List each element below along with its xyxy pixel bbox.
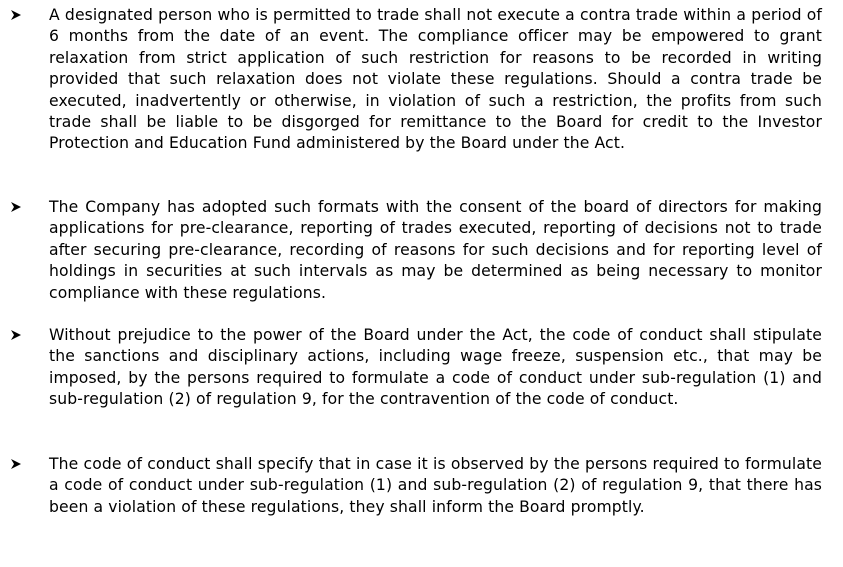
paragraph-sanctions: Without prejudice to the power of the Board under the Act, the code of conduct shall stipulate the sanctions and disciplinary actions, including wage freeze, suspension etc., that may be imposed, by the persons required to formulate a code of conduct under sub-regulation (1) and sub-regulation (2) of regulation 9, for the contravention of the code of conduct. — [49, 326, 822, 409]
arrowhead-bullet-icon — [10, 8, 22, 22]
arrowhead-bullet-icon — [10, 200, 22, 214]
arrowhead-bullet-icon — [10, 457, 22, 471]
arrowhead-bullet-icon — [10, 328, 22, 342]
paragraph-violation-report: The code of conduct shall specify that in case it is observed by the persons required to formulate a code of conduct under sub-regulation (1) and sub-regulation (2) of regulation 9, that there has been a violation of these regulations, they shall inform the Board promptly. — [49, 455, 822, 516]
paragraph-contra-trade: A designated person who is permitted to trade shall not execute a contra trade within a period of 6 months from the date of an event. The compliance officer may be empowered to grant relaxation from strict application of such restriction for reasons to be recorded in writing provided that such relaxation does not violate these regulations. Should a contra trade be executed, inadvertently or otherwise, in violation of such a restriction, the profits from such trade shall be liable to be disgorged for remittance to the Board for credit to the Investor Protection and Education Fund administered by the Board under the Act. — [49, 6, 822, 153]
paragraph-formats: The Company has adopted such formats with the consent of the board of directors for making applications for pre-clearance, reporting of trades executed, reporting of decisions not to trade after securing pre-clearance, recording of reasons for such decisions and for reporting level of holdings in securities at such intervals as may be determined as being necessary to monitor compliance with these regulations. — [49, 198, 822, 302]
